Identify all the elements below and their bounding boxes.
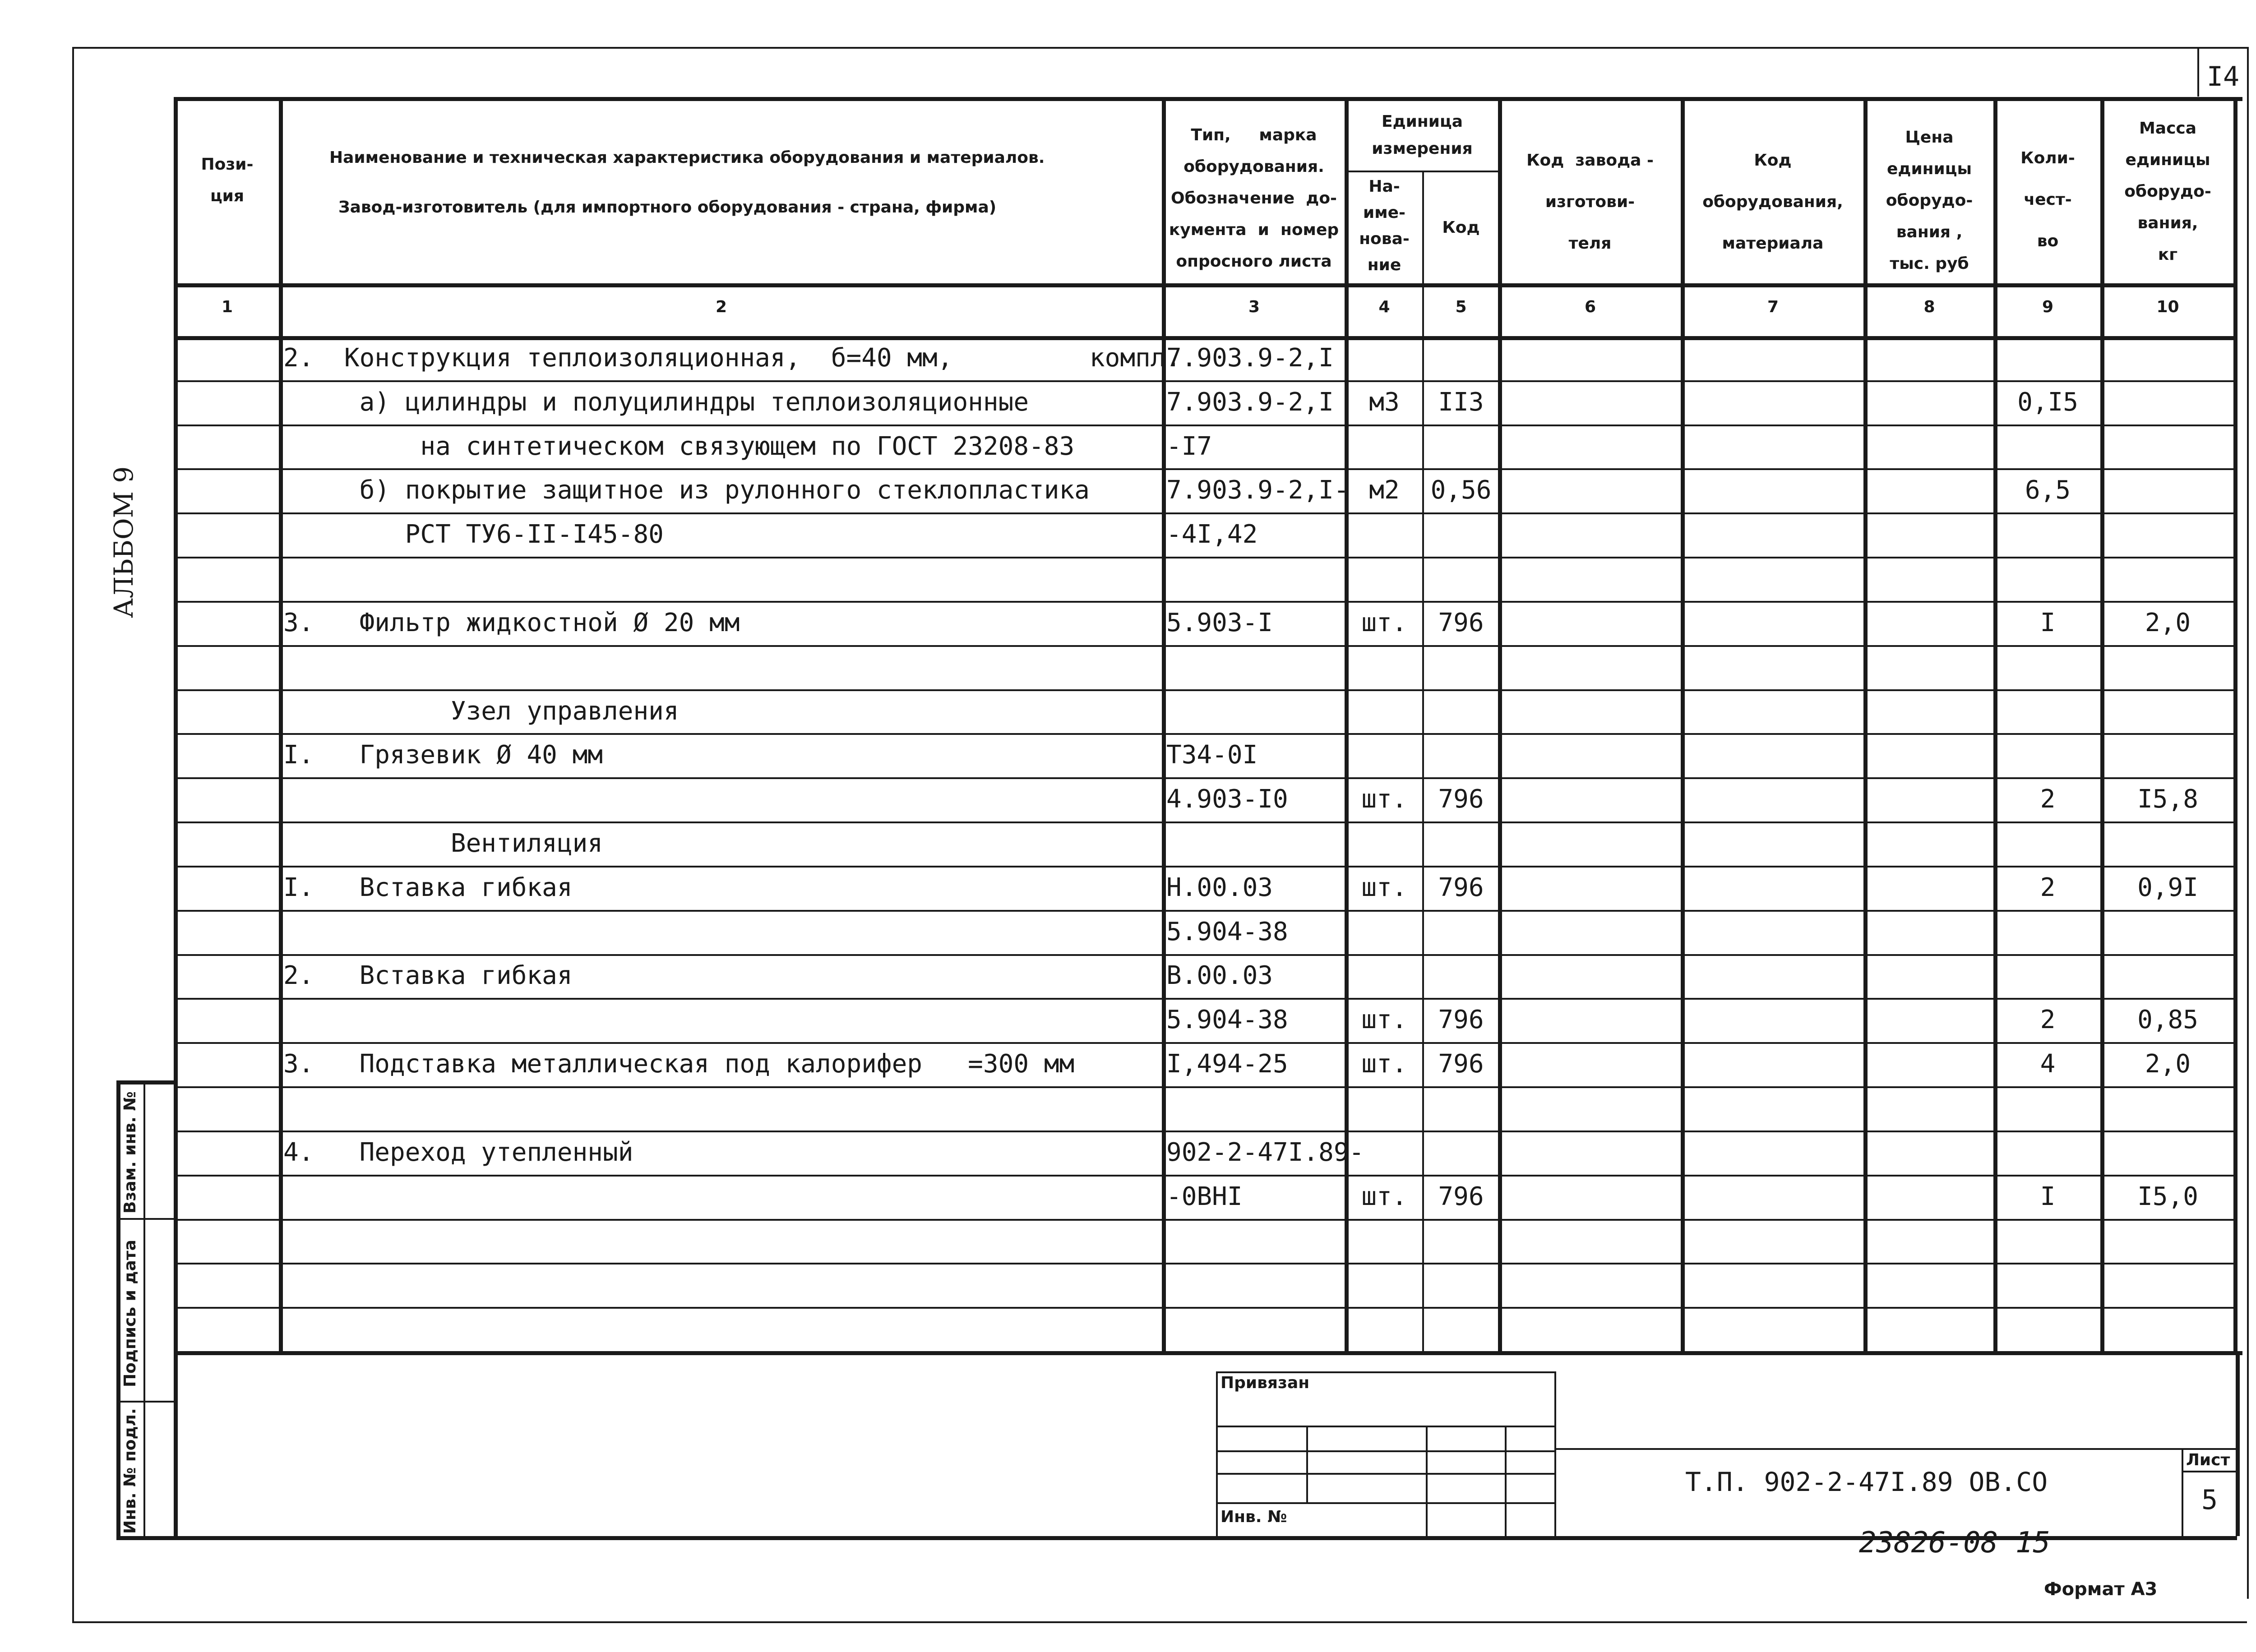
- row-line: [176, 1175, 2233, 1177]
- col-line-1: [279, 97, 283, 1351]
- title-row-2: [1216, 1450, 1554, 1452]
- row-line: [176, 733, 2233, 735]
- row-unit-cell: шт.: [1361, 1182, 1407, 1211]
- header-unit-code: Код: [1442, 218, 1480, 237]
- colnum-9: 9: [2042, 298, 2054, 316]
- row-mass-cell: I5,0: [2137, 1182, 2198, 1211]
- row-type-cell: 5.903-I: [1166, 608, 1273, 637]
- frame-right-line: [2247, 47, 2249, 1599]
- colnum-7: 7: [1767, 298, 1779, 316]
- row-code-cell: 796: [1438, 1049, 1484, 1079]
- row-line: [176, 1307, 2233, 1309]
- row-name-cell: Вентиляция: [283, 829, 603, 858]
- stamp-split-2: [116, 1401, 174, 1403]
- col-line-5: [1498, 97, 1502, 1351]
- colnum-6: 6: [1584, 298, 1596, 316]
- sheet-label: Лист: [2186, 1451, 2230, 1469]
- row-unit-cell: шт.: [1361, 608, 1407, 637]
- title-sheet-split: [2182, 1471, 2236, 1472]
- row-type-cell: 5.904-38: [1166, 917, 1288, 946]
- header-factory-code: Код завода - изготови- теля: [1526, 151, 1654, 253]
- stamp-inv-original: Инв. № подл.: [121, 1408, 139, 1534]
- row-name-cell: б) покрытие защитное из рулонного стеклопластика: [283, 475, 1090, 505]
- row-type-cell: В.00.03: [1166, 961, 1273, 990]
- row-name-cell: РСТ ТУ6-II-I45-80: [283, 520, 664, 549]
- title-right-line: [2236, 1351, 2240, 1536]
- row-line: [176, 866, 2233, 868]
- colnum-8: 8: [1923, 298, 1935, 316]
- title-col-3: [1505, 1426, 1507, 1536]
- header-type: Тип, марка оборудования. Обозначение до- кумента и номер опросного листа: [1169, 126, 1339, 271]
- table-body-bottom-line: [174, 1351, 2242, 1355]
- colnum-4: 4: [1378, 298, 1390, 316]
- row-type-cell: Т34-0I: [1166, 740, 1258, 770]
- row-line: [176, 777, 2233, 779]
- colnum-1: 1: [221, 298, 233, 316]
- row-line: [176, 821, 2233, 823]
- frame-left-line: [72, 47, 74, 1621]
- row-type-cell: 4.903-I0: [1166, 784, 1288, 814]
- format-label: Формат А3: [2044, 1579, 2158, 1600]
- row-code-cell: 796: [1438, 873, 1484, 902]
- stamp-left-line: [116, 1080, 120, 1536]
- colnum-5: 5: [1455, 298, 1467, 316]
- row-line: [176, 425, 2233, 426]
- table-top-line: [174, 97, 2242, 101]
- row-mass-cell: 2,0: [2145, 1049, 2191, 1079]
- row-qty-cell: 2: [2040, 1005, 2056, 1034]
- row-unit-cell: шт.: [1361, 873, 1407, 902]
- row-type-cell: 902-2-47I.89-: [1166, 1138, 1364, 1167]
- row-qty-cell: 6,5: [2025, 475, 2071, 505]
- row-line: [176, 512, 2233, 514]
- document-designation: Т.П. 902-2-47I.89 ОВ.СО: [1685, 1467, 2048, 1497]
- header-equipment-code: Код оборудования, материала: [1702, 151, 1843, 253]
- row-code-cell: 796: [1438, 1005, 1484, 1034]
- row-unit-cell: м3: [1369, 388, 1400, 417]
- row-type-cell: 5.904-38: [1166, 1005, 1288, 1034]
- stamp-split-1: [116, 1218, 174, 1220]
- col-line-8: [1993, 97, 1997, 1351]
- unit-split-line: [1345, 171, 1498, 172]
- row-line: [176, 645, 2233, 647]
- row-type-cell: I,494-25: [1166, 1049, 1288, 1079]
- row-line: [176, 689, 2233, 691]
- row-code-cell: 0,56: [1430, 475, 1492, 505]
- title-col-1: [1306, 1426, 1308, 1502]
- row-type-cell: -4I,42: [1166, 520, 1258, 549]
- sheet-number: I4: [2206, 61, 2240, 92]
- row-mass-cell: 0,85: [2137, 1005, 2198, 1034]
- row-line: [176, 1042, 2233, 1044]
- title-col-2: [1426, 1426, 1428, 1536]
- row-mass-cell: 0,9I: [2137, 873, 2198, 902]
- row-line: [176, 1086, 2233, 1088]
- row-name-cell: 3. Фильтр жидкостной Ø 20 мм: [283, 608, 740, 637]
- row-type-cell: 7.903.9-2,I: [1166, 343, 1334, 373]
- table-right-line: [2233, 97, 2238, 1351]
- row-name-cell: Узел управления: [283, 697, 679, 726]
- row-unit-cell: шт.: [1361, 1005, 1407, 1034]
- row-type-cell: -I7: [1166, 432, 1212, 461]
- sheet-value: 5: [2201, 1484, 2218, 1516]
- handwritten-number: 23826-08 15: [1859, 1526, 2050, 1560]
- row-unit-cell: шт.: [1361, 1049, 1407, 1079]
- row-code-cell: II3: [1438, 388, 1484, 417]
- row-code-cell: 796: [1438, 1182, 1484, 1211]
- row-qty-cell: I: [2040, 608, 2056, 637]
- row-line: [176, 380, 2233, 382]
- header-position: Пози- ция: [201, 155, 254, 205]
- row-type-cell: 7.903.9-2,I: [1166, 388, 1334, 417]
- title-linked-top: [1216, 1371, 1554, 1373]
- frame-top-line: [72, 47, 2247, 49]
- title-main-top: [1554, 1448, 2236, 1450]
- row-unit-cell: м2: [1369, 475, 1400, 505]
- row-name-cell: на синтетическом связующем по ГОСТ 23208-83: [283, 432, 1075, 461]
- row-code-cell: 796: [1438, 784, 1484, 814]
- row-qty-cell: 4: [2040, 1049, 2056, 1079]
- row-line: [176, 1263, 2233, 1264]
- title-row-3: [1216, 1473, 1554, 1475]
- colnum-3: 3: [1248, 298, 1260, 316]
- row-qty-cell: I: [2040, 1182, 2056, 1211]
- row-unit-cell: шт.: [1361, 784, 1407, 814]
- row-name-cell: 2. Вставка гибкая: [283, 961, 573, 990]
- stamp-replacement-inv: Взам. инв. №: [121, 1091, 139, 1214]
- frame-bottom-line: [72, 1621, 2247, 1623]
- row-qty-cell: 2: [2040, 873, 2056, 902]
- col-line-6: [1681, 97, 1685, 1351]
- title-row-4: [1216, 1502, 1554, 1504]
- title-row-1: [1216, 1426, 1554, 1427]
- row-name-cell: 3. Подставка металлическая под калорифер =300 мм: [283, 1049, 1075, 1079]
- colnum-bottom-line: [174, 336, 2233, 340]
- row-name-cell: I. Грязевик Ø 40 мм: [283, 740, 603, 770]
- col-line-9: [2100, 97, 2104, 1351]
- stamp-mid-line: [143, 1080, 145, 1536]
- row-type-cell: -0ВНI: [1166, 1182, 1243, 1211]
- row-line: [176, 1219, 2233, 1221]
- row-name-cell: 4. Переход утепленный: [283, 1138, 633, 1167]
- header-name-line2: Завод-изготовитель (для импортного оборудования - страна, фирма): [338, 198, 997, 217]
- row-type-cell: Н.00.03: [1166, 873, 1273, 902]
- colnum-10: 10: [2156, 298, 2179, 316]
- stamp-signature-date: Подпись и дата: [121, 1240, 139, 1387]
- col-line-7: [1863, 97, 1868, 1351]
- header-unit-group: Единица измерения: [1372, 112, 1473, 158]
- col-line-2: [1162, 97, 1166, 1351]
- linked-label: Привязан: [1220, 1374, 1310, 1392]
- header-bottom-line: [174, 283, 2233, 287]
- row-line: [176, 601, 2233, 603]
- row-line: [176, 557, 2233, 558]
- colnum-2: 2: [715, 298, 727, 316]
- inv-label: Инв. №: [1220, 1508, 1287, 1526]
- title-linked-right: [1554, 1371, 1556, 1536]
- header-mass: Масса единицы оборудо- вания, кг: [2124, 119, 2211, 264]
- row-type-cell: 7.903.9-2,I-: [1166, 475, 1349, 505]
- row-line: [176, 910, 2233, 912]
- header-price: Цена единицы оборудо- вания , тыс. руб: [1886, 128, 1973, 273]
- row-mass-cell: 2,0: [2145, 608, 2191, 637]
- header-name-line1: Наименование и техническая характеристика оборудования и материалов.: [329, 148, 1045, 167]
- album-label: АЛЬБОМ 9: [108, 466, 139, 618]
- row-code-cell: 796: [1438, 608, 1484, 637]
- col-line-4: [1422, 171, 1424, 1351]
- row-mass-cell: I5,8: [2137, 784, 2198, 814]
- header-quantity: Коли- чест- во: [2020, 149, 2075, 250]
- row-name-cell: 2. Конструкция теплоизоляционная, б=40 мм, компл.: [283, 343, 1181, 373]
- header-unit-name: На- име- нова- ние: [1359, 177, 1410, 274]
- row-name-cell: I. Вставка гибкая: [283, 873, 573, 902]
- row-line: [176, 1131, 2233, 1132]
- title-linked-left: [1216, 1371, 1218, 1536]
- row-line: [176, 468, 2233, 470]
- row-line: [176, 998, 2233, 1000]
- row-name-cell: а) цилиндры и полуцилиндры теплоизоляционные: [283, 388, 1029, 417]
- row-qty-cell: 0,I5: [2017, 388, 2078, 417]
- row-qty-cell: 2: [2040, 784, 2056, 814]
- row-line: [176, 954, 2233, 956]
